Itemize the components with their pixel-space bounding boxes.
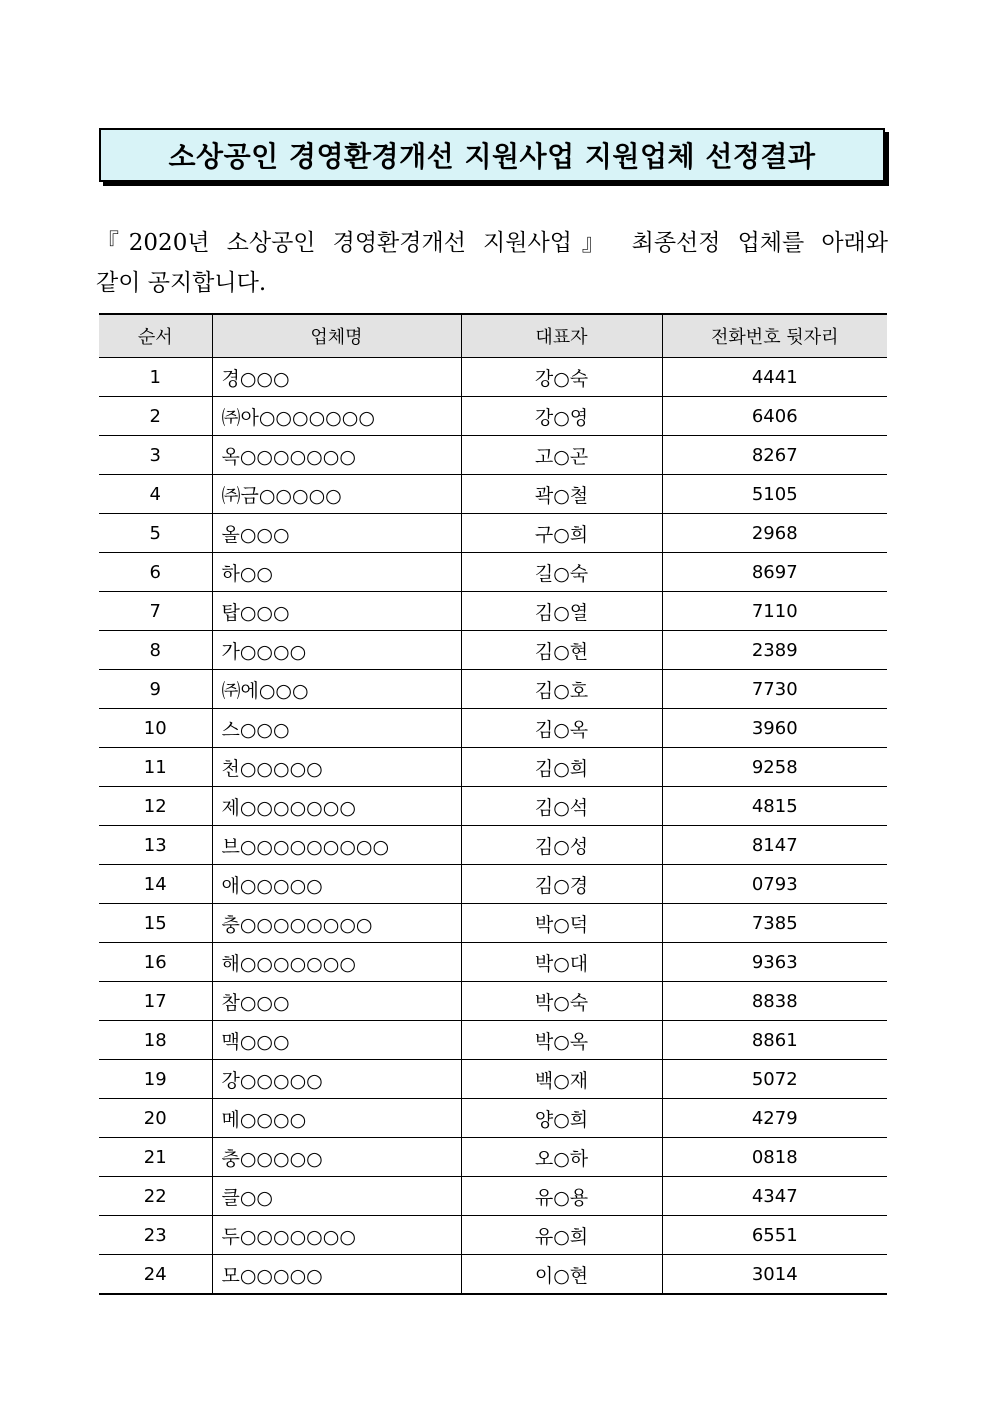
cell-representative: 박○옥	[461, 1021, 662, 1060]
table-row	[99, 1099, 887, 1138]
cell-order: 24	[99, 1255, 212, 1295]
cell-company-name: 스○○○	[212, 709, 461, 748]
header-phone-last-digits: 전화번호 뒷자리	[662, 314, 887, 358]
table-row	[99, 1216, 887, 1255]
cell-company-name: 애○○○○○	[212, 865, 461, 904]
cell-phone-last-digits: 2389	[662, 631, 887, 670]
cell-phone-last-digits: 6551	[662, 1216, 887, 1255]
cell-company-name: 탑○○○	[212, 592, 461, 631]
cell-order: 1	[99, 358, 212, 397]
cell-phone-last-digits: 0793	[662, 865, 887, 904]
cell-order: 6	[99, 553, 212, 592]
cell-company-name: 천○○○○○	[212, 748, 461, 787]
table-row	[99, 1138, 887, 1177]
cell-representative: 유○용	[461, 1177, 662, 1216]
table-row	[99, 865, 887, 904]
cell-company-name: 두○○○○○○○	[212, 1216, 461, 1255]
cell-company-name: 하○○	[212, 553, 461, 592]
intro-line-2: 같이 공지합니다.	[96, 270, 267, 296]
cell-representative: 김○희	[461, 748, 662, 787]
table-row	[99, 748, 887, 787]
table-row	[99, 787, 887, 826]
selection-table	[99, 313, 887, 1295]
cell-phone-last-digits: 5105	[662, 475, 887, 514]
cell-company-name: 충○○○○○	[212, 1138, 461, 1177]
cell-representative: 김○성	[461, 826, 662, 865]
header-representative: 대표자	[461, 314, 662, 358]
intro-line-1: 『2020년 소상공인 경영환경개선 지원사업』 최종선정 업체를 아래와	[96, 230, 888, 256]
header-company-name: 업체명	[212, 314, 461, 358]
cell-phone-last-digits: 8147	[662, 826, 887, 865]
cell-representative: 유○희	[461, 1216, 662, 1255]
cell-order: 21	[99, 1138, 212, 1177]
cell-order: 23	[99, 1216, 212, 1255]
table-row	[99, 631, 887, 670]
cell-phone-last-digits: 7110	[662, 592, 887, 631]
table-row	[99, 1060, 887, 1099]
cell-phone-last-digits: 7730	[662, 670, 887, 709]
cell-representative: 김○석	[461, 787, 662, 826]
table-row	[99, 943, 887, 982]
header-order: 순서	[99, 314, 212, 358]
cell-company-name: 메○○○○	[212, 1099, 461, 1138]
table-row	[99, 1255, 887, 1295]
cell-order: 14	[99, 865, 212, 904]
cell-representative: 김○호	[461, 670, 662, 709]
cell-representative: 김○열	[461, 592, 662, 631]
cell-company-name: 강○○○○○	[212, 1060, 461, 1099]
cell-order: 9	[99, 670, 212, 709]
cell-order: 16	[99, 943, 212, 982]
table-row	[99, 397, 887, 436]
cell-phone-last-digits: 8861	[662, 1021, 887, 1060]
cell-company-name: 경○○○	[212, 358, 461, 397]
cell-order: 19	[99, 1060, 212, 1099]
cell-company-name: 옥○○○○○○○	[212, 436, 461, 475]
table-row	[99, 709, 887, 748]
cell-phone-last-digits: 9363	[662, 943, 887, 982]
cell-phone-last-digits: 7385	[662, 904, 887, 943]
cell-phone-last-digits: 5072	[662, 1060, 887, 1099]
cell-phone-last-digits: 4347	[662, 1177, 887, 1216]
cell-representative: 이○현	[461, 1255, 662, 1295]
cell-company-name: 올○○○	[212, 514, 461, 553]
cell-representative: 양○희	[461, 1099, 662, 1138]
cell-representative: 고○곤	[461, 436, 662, 475]
cell-representative: 박○대	[461, 943, 662, 982]
table-header-row	[99, 314, 887, 358]
cell-company-name: 가○○○○	[212, 631, 461, 670]
cell-representative: 곽○철	[461, 475, 662, 514]
cell-phone-last-digits: 3960	[662, 709, 887, 748]
cell-phone-last-digits: 4815	[662, 787, 887, 826]
cell-representative: 강○영	[461, 397, 662, 436]
cell-company-name: ㈜에○○○	[212, 670, 461, 709]
cell-company-name: 참○○○	[212, 982, 461, 1021]
table-row	[99, 1021, 887, 1060]
cell-representative: 박○덕	[461, 904, 662, 943]
intro-paragraph	[96, 223, 888, 303]
cell-representative: 박○숙	[461, 982, 662, 1021]
table-row	[99, 553, 887, 592]
cell-order: 5	[99, 514, 212, 553]
cell-company-name: 맥○○○	[212, 1021, 461, 1060]
cell-phone-last-digits: 8838	[662, 982, 887, 1021]
cell-company-name: 모○○○○○	[212, 1255, 461, 1295]
cell-order: 10	[99, 709, 212, 748]
table-row	[99, 1177, 887, 1216]
table-row	[99, 514, 887, 553]
cell-representative: 강○숙	[461, 358, 662, 397]
table-row	[99, 358, 887, 397]
table-row	[99, 592, 887, 631]
cell-representative: 길○숙	[461, 553, 662, 592]
cell-order: 17	[99, 982, 212, 1021]
cell-phone-last-digits: 3014	[662, 1255, 887, 1295]
cell-company-name: ㈜아○○○○○○○	[212, 397, 461, 436]
cell-phone-last-digits: 8267	[662, 436, 887, 475]
table-row	[99, 982, 887, 1021]
cell-order: 8	[99, 631, 212, 670]
cell-order: 11	[99, 748, 212, 787]
table-row	[99, 436, 887, 475]
cell-order: 4	[99, 475, 212, 514]
cell-company-name: 제○○○○○○○	[212, 787, 461, 826]
table-row	[99, 904, 887, 943]
cell-phone-last-digits: 9258	[662, 748, 887, 787]
cell-company-name: 충○○○○○○○○	[212, 904, 461, 943]
cell-order: 20	[99, 1099, 212, 1138]
cell-order: 2	[99, 397, 212, 436]
cell-phone-last-digits: 6406	[662, 397, 887, 436]
cell-phone-last-digits: 2968	[662, 514, 887, 553]
cell-phone-last-digits: 4441	[662, 358, 887, 397]
cell-representative: 구○희	[461, 514, 662, 553]
cell-order: 12	[99, 787, 212, 826]
table-body	[99, 358, 887, 1295]
table-row	[99, 826, 887, 865]
cell-phone-last-digits: 8697	[662, 553, 887, 592]
cell-representative: 김○현	[461, 631, 662, 670]
cell-company-name: 클○○	[212, 1177, 461, 1216]
page-title: 소상공인 경영환경개선 지원사업 지원업체 선정결과	[168, 140, 816, 173]
cell-order: 13	[99, 826, 212, 865]
cell-order: 18	[99, 1021, 212, 1060]
cell-representative: 김○경	[461, 865, 662, 904]
cell-order: 22	[99, 1177, 212, 1216]
cell-company-name: 브○○○○○○○○○	[212, 826, 461, 865]
cell-representative: 백○재	[461, 1060, 662, 1099]
table-row	[99, 670, 887, 709]
cell-company-name: 해○○○○○○○	[212, 943, 461, 982]
cell-order: 3	[99, 436, 212, 475]
cell-representative: 김○옥	[461, 709, 662, 748]
cell-phone-last-digits: 4279	[662, 1099, 887, 1138]
cell-company-name: ㈜금○○○○○	[212, 475, 461, 514]
table-row	[99, 475, 887, 514]
cell-order: 7	[99, 592, 212, 631]
cell-phone-last-digits: 0818	[662, 1138, 887, 1177]
cell-representative: 오○하	[461, 1138, 662, 1177]
title-box	[99, 128, 885, 182]
cell-order: 15	[99, 904, 212, 943]
